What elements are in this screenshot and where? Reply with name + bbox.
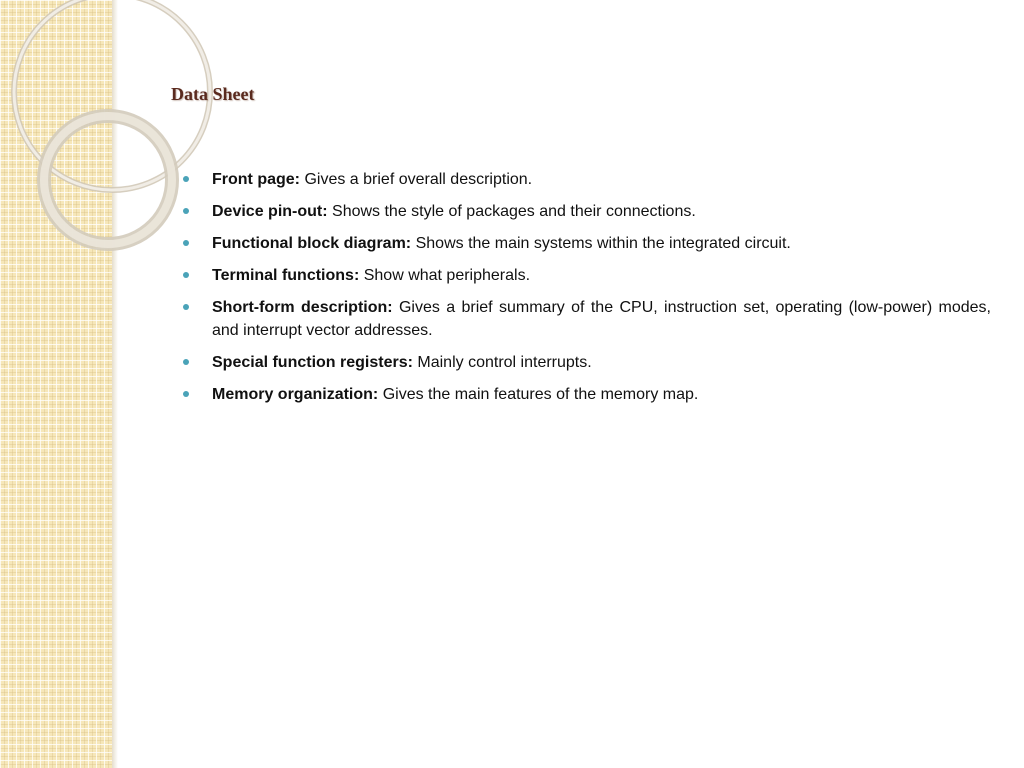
slide-title: Data Sheet <box>171 84 255 104</box>
bullet-text: Gives a brief summary of the CPU, instruction set, operating (low-power) modes, and interrupt vector addresses. <box>212 299 991 339</box>
bullet-term: Short-form description: <box>212 299 393 316</box>
bullet-icon <box>183 240 189 246</box>
bullet-icon <box>183 208 189 214</box>
bullet-item <box>183 200 991 223</box>
bullet-item <box>183 383 991 406</box>
bullet-list <box>183 168 991 415</box>
bullet-term: Memory organization: <box>212 386 379 403</box>
bullet-term: Front page: <box>212 171 300 188</box>
bullet-term: Device pin-out: <box>212 203 328 220</box>
bullet-item <box>183 296 991 342</box>
bullet-term: Functional block diagram: <box>212 235 412 252</box>
bullet-icon <box>183 391 189 397</box>
bullet-item <box>183 264 991 287</box>
bullet-icon <box>183 359 189 365</box>
bullet-icon <box>183 304 189 310</box>
bullet-text: Show what peripherals. <box>363 267 531 284</box>
bullet-icon <box>183 176 189 182</box>
bullet-text: Gives a brief overall description. <box>304 171 533 188</box>
bullet-item <box>183 168 991 191</box>
bullet-item <box>183 232 991 255</box>
bullet-text: Mainly control interrupts. <box>417 354 592 371</box>
bullet-item <box>183 351 991 374</box>
bullet-icon <box>183 272 189 278</box>
bullet-text: Shows the style of packages and their connections. <box>332 203 696 220</box>
bullet-term: Terminal functions: <box>212 267 360 284</box>
bullet-text: Gives the main features of the memory map. <box>382 386 699 403</box>
decorative-rings <box>0 0 130 260</box>
bullet-text: Shows the main systems within the integrated circuit. <box>415 235 791 252</box>
bullet-term: Special function registers: <box>212 354 413 371</box>
